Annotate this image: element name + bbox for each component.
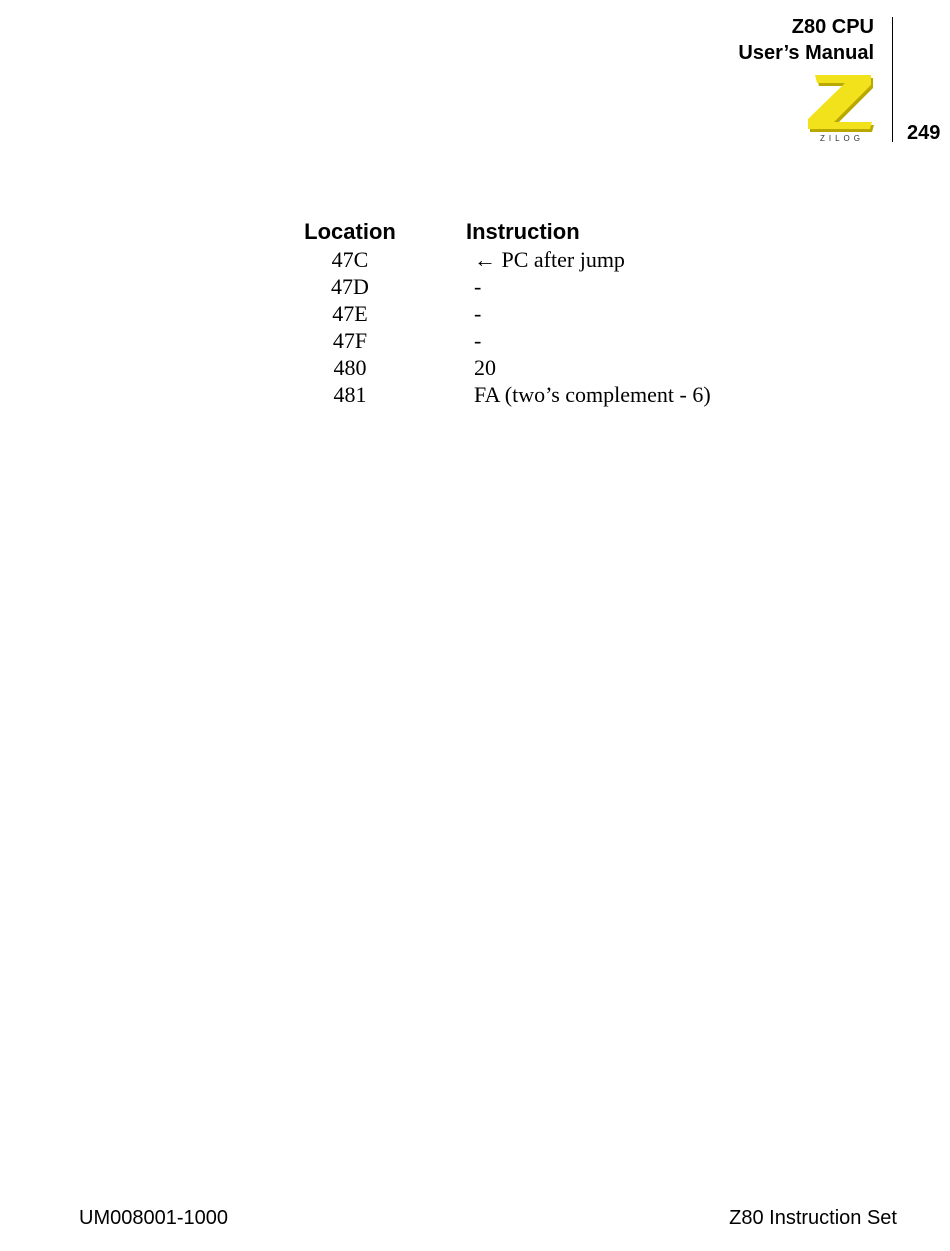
table-header-row (300, 218, 711, 246)
manual-title-line2: User’s Manual (738, 42, 874, 64)
column-header-location: Location (304, 219, 396, 244)
svg-text:ZILOG: ZILOG (819, 134, 865, 143)
instruction-cell: FA (two’s complement - 6) (474, 382, 711, 407)
table-row (300, 354, 711, 381)
table-row (300, 246, 711, 273)
location-cell: 481 (333, 382, 367, 407)
column-header-instruction: Instruction (466, 219, 580, 244)
page-number: 249 (907, 122, 941, 144)
location-cell: 47D (331, 274, 369, 299)
footer-section-title: Z80 Instruction Set (729, 1207, 897, 1229)
instruction-cell: - (474, 328, 482, 353)
instruction-cell: 20 (474, 355, 496, 380)
location-cell: 47F (332, 328, 368, 353)
location-cell: 480 (333, 355, 367, 380)
memory-location-table (300, 218, 711, 408)
location-cell: 47C (331, 247, 369, 272)
table-row (300, 381, 711, 408)
header-divider (892, 17, 893, 142)
zilog-logo (806, 72, 878, 144)
location-cell: 47E (332, 301, 368, 326)
instruction-cell: ← PC after jump (474, 247, 625, 272)
table-row (300, 327, 711, 354)
manual-title-line1: Z80 CPU (791, 16, 874, 38)
footer-document-number: UM008001-1000 (79, 1207, 228, 1229)
table-row (300, 273, 711, 300)
manual-title (738, 14, 874, 66)
instruction-cell: - (474, 301, 482, 326)
zilog-logo-icon (806, 72, 878, 144)
instruction-cell: - (474, 274, 482, 299)
table-row (300, 300, 711, 327)
